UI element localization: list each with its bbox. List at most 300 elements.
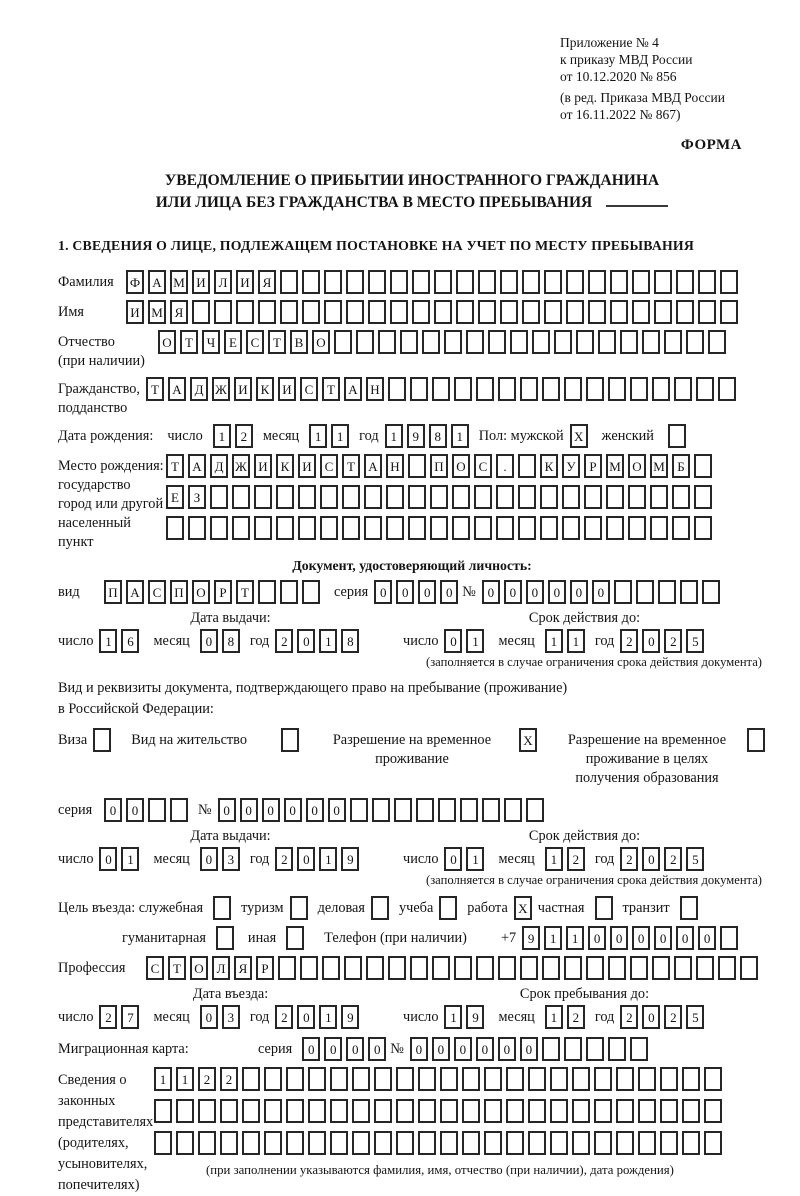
char-cell[interactable] [418, 1131, 436, 1155]
char-cell[interactable]: 2 [198, 1067, 216, 1091]
char-cell[interactable] [550, 1131, 568, 1155]
char-cell[interactable]: 0 [642, 1005, 660, 1029]
char-cell[interactable] [434, 300, 452, 324]
char-cell[interactable] [586, 377, 604, 401]
char-cell[interactable] [280, 300, 298, 324]
char-cell[interactable] [388, 377, 406, 401]
private-checkbox[interactable] [595, 896, 613, 920]
char-cell[interactable] [572, 1067, 590, 1091]
char-cell[interactable] [542, 1037, 560, 1061]
char-cell[interactable] [352, 1067, 370, 1091]
char-cell[interactable]: 0 [588, 926, 606, 950]
char-cell[interactable] [542, 956, 560, 980]
char-cell[interactable]: О [158, 330, 176, 354]
char-cell[interactable] [704, 1067, 722, 1091]
char-cell[interactable] [460, 798, 478, 822]
char-cell[interactable] [676, 300, 694, 324]
char-cell[interactable] [528, 1099, 546, 1123]
char-cell[interactable]: 0 [297, 847, 315, 871]
char-cell[interactable] [462, 1099, 480, 1123]
char-cell[interactable]: 6 [121, 629, 139, 653]
char-cell[interactable]: 1 [451, 424, 469, 448]
char-cell[interactable]: 0 [218, 798, 236, 822]
char-cell[interactable] [682, 1131, 700, 1155]
char-cell[interactable]: Т [168, 956, 186, 980]
char-cell[interactable]: 9 [466, 1005, 484, 1029]
char-cell[interactable] [718, 956, 736, 980]
char-cell[interactable] [456, 300, 474, 324]
char-cell[interactable] [620, 330, 638, 354]
char-cell[interactable] [498, 956, 516, 980]
char-cell[interactable]: 0 [642, 847, 660, 871]
char-cell[interactable] [566, 300, 584, 324]
char-cell[interactable] [628, 485, 646, 509]
char-cell[interactable] [276, 516, 294, 540]
char-cell[interactable]: 1 [319, 847, 337, 871]
char-cell[interactable]: 8 [429, 424, 447, 448]
char-cell[interactable] [674, 377, 692, 401]
char-cell[interactable]: 0 [200, 1005, 218, 1029]
char-cell[interactable] [594, 1099, 612, 1123]
char-cell[interactable] [322, 956, 340, 980]
char-cell[interactable] [520, 377, 538, 401]
char-cell[interactable] [302, 580, 320, 604]
char-cell[interactable]: И [234, 377, 252, 401]
work-checkbox[interactable]: X [514, 896, 532, 920]
char-cell[interactable]: С [146, 956, 164, 980]
char-cell[interactable] [696, 956, 714, 980]
char-cell[interactable] [416, 798, 434, 822]
char-cell[interactable] [630, 956, 648, 980]
char-cell[interactable]: И [254, 454, 272, 478]
char-cell[interactable]: 0 [642, 629, 660, 653]
char-cell[interactable] [440, 1099, 458, 1123]
char-cell[interactable]: 2 [620, 629, 638, 653]
char-cell[interactable]: Д [210, 454, 228, 478]
char-cell[interactable] [364, 485, 382, 509]
study-checkbox[interactable] [439, 896, 457, 920]
char-cell[interactable] [278, 956, 296, 980]
char-cell[interactable]: 0 [592, 580, 610, 604]
char-cell[interactable] [434, 270, 452, 294]
char-cell[interactable]: 0 [440, 580, 458, 604]
char-cell[interactable]: 1 [154, 1067, 172, 1091]
transit-checkbox[interactable] [680, 896, 698, 920]
char-cell[interactable]: 1 [444, 1005, 462, 1029]
char-cell[interactable] [576, 330, 594, 354]
char-cell[interactable]: 0 [104, 798, 122, 822]
char-cell[interactable]: 1 [466, 847, 484, 871]
char-cell[interactable]: 0 [548, 580, 566, 604]
char-cell[interactable] [598, 330, 616, 354]
char-cell[interactable]: 2 [235, 424, 253, 448]
char-cell[interactable] [264, 1099, 282, 1123]
char-cell[interactable]: Б [672, 454, 690, 478]
char-cell[interactable] [254, 516, 272, 540]
char-cell[interactable]: 3 [222, 847, 240, 871]
char-cell[interactable]: Л [212, 956, 230, 980]
char-cell[interactable]: К [540, 454, 558, 478]
char-cell[interactable] [682, 1099, 700, 1123]
char-cell[interactable] [154, 1131, 172, 1155]
char-cell[interactable]: 0 [297, 629, 315, 653]
char-cell[interactable] [342, 516, 360, 540]
temp-residence-edu-checkbox[interactable] [747, 728, 765, 752]
char-cell[interactable] [286, 1067, 304, 1091]
char-cell[interactable] [386, 485, 404, 509]
char-cell[interactable]: П [430, 454, 448, 478]
char-cell[interactable] [616, 1131, 634, 1155]
char-cell[interactable] [438, 798, 456, 822]
char-cell[interactable] [454, 377, 472, 401]
char-cell[interactable] [718, 377, 736, 401]
char-cell[interactable]: Р [584, 454, 602, 478]
char-cell[interactable] [674, 956, 692, 980]
char-cell[interactable] [564, 956, 582, 980]
char-cell[interactable]: 2 [275, 1005, 293, 1029]
char-cell[interactable] [232, 485, 250, 509]
visa-checkbox[interactable] [93, 728, 111, 752]
char-cell[interactable] [632, 300, 650, 324]
temp-residence-checkbox[interactable]: X [519, 728, 537, 752]
char-cell[interactable]: 0 [328, 798, 346, 822]
char-cell[interactable] [400, 330, 418, 354]
char-cell[interactable] [526, 798, 544, 822]
char-cell[interactable] [410, 377, 428, 401]
char-cell[interactable]: Д [190, 377, 208, 401]
char-cell[interactable] [344, 956, 362, 980]
char-cell[interactable] [396, 1131, 414, 1155]
char-cell[interactable] [676, 270, 694, 294]
char-cell[interactable]: Н [366, 377, 384, 401]
char-cell[interactable]: 9 [407, 424, 425, 448]
char-cell[interactable] [372, 798, 390, 822]
char-cell[interactable]: 1 [319, 1005, 337, 1029]
char-cell[interactable] [594, 1067, 612, 1091]
char-cell[interactable]: А [148, 270, 166, 294]
char-cell[interactable]: 1 [545, 1005, 563, 1029]
char-cell[interactable] [616, 1099, 634, 1123]
char-cell[interactable] [440, 1067, 458, 1091]
char-cell[interactable]: 0 [498, 1037, 516, 1061]
char-cell[interactable] [394, 798, 412, 822]
char-cell[interactable]: Ф [126, 270, 144, 294]
char-cell[interactable] [324, 270, 342, 294]
char-cell[interactable] [188, 516, 206, 540]
char-cell[interactable] [506, 1131, 524, 1155]
char-cell[interactable] [616, 1067, 634, 1091]
char-cell[interactable]: О [190, 956, 208, 980]
char-cell[interactable] [588, 270, 606, 294]
char-cell[interactable] [740, 956, 758, 980]
char-cell[interactable]: 0 [396, 580, 414, 604]
char-cell[interactable] [476, 377, 494, 401]
char-cell[interactable]: 0 [476, 1037, 494, 1061]
char-cell[interactable]: 0 [240, 798, 258, 822]
char-cell[interactable] [696, 377, 714, 401]
official-checkbox[interactable] [213, 896, 231, 920]
char-cell[interactable] [496, 485, 514, 509]
char-cell[interactable] [378, 330, 396, 354]
char-cell[interactable]: 1 [99, 629, 117, 653]
char-cell[interactable] [242, 1131, 260, 1155]
char-cell[interactable] [542, 377, 560, 401]
char-cell[interactable]: О [312, 330, 330, 354]
char-cell[interactable] [148, 798, 166, 822]
char-cell[interactable]: А [364, 454, 382, 478]
char-cell[interactable] [390, 300, 408, 324]
char-cell[interactable] [474, 485, 492, 509]
char-cell[interactable]: 1 [466, 629, 484, 653]
char-cell[interactable]: Л [214, 270, 232, 294]
char-cell[interactable]: 1 [176, 1067, 194, 1091]
char-cell[interactable]: 0 [432, 1037, 450, 1061]
char-cell[interactable] [518, 454, 536, 478]
char-cell[interactable]: 2 [620, 1005, 638, 1029]
char-cell[interactable]: 2 [275, 629, 293, 653]
char-cell[interactable] [638, 1131, 656, 1155]
char-cell[interactable] [510, 330, 528, 354]
char-cell[interactable]: 1 [545, 847, 563, 871]
char-cell[interactable]: 2 [664, 1005, 682, 1029]
char-cell[interactable] [280, 270, 298, 294]
char-cell[interactable] [550, 1067, 568, 1091]
char-cell[interactable] [330, 1131, 348, 1155]
char-cell[interactable] [586, 1037, 604, 1061]
char-cell[interactable] [584, 516, 602, 540]
char-cell[interactable] [572, 1131, 590, 1155]
char-cell[interactable]: 1 [309, 424, 327, 448]
char-cell[interactable]: 0 [482, 580, 500, 604]
char-cell[interactable] [698, 270, 716, 294]
char-cell[interactable] [518, 516, 536, 540]
char-cell[interactable]: 0 [410, 1037, 428, 1061]
char-cell[interactable] [544, 300, 562, 324]
char-cell[interactable]: 1 [121, 847, 139, 871]
char-cell[interactable]: А [188, 454, 206, 478]
char-cell[interactable] [500, 270, 518, 294]
char-cell[interactable] [412, 270, 430, 294]
char-cell[interactable]: 1 [385, 424, 403, 448]
char-cell[interactable] [368, 270, 386, 294]
char-cell[interactable] [506, 1067, 524, 1091]
char-cell[interactable] [320, 485, 338, 509]
char-cell[interactable] [720, 926, 738, 950]
char-cell[interactable]: 0 [99, 847, 117, 871]
char-cell[interactable] [410, 956, 428, 980]
char-cell[interactable] [440, 1131, 458, 1155]
char-cell[interactable] [694, 485, 712, 509]
char-cell[interactable] [432, 956, 450, 980]
char-cell[interactable] [220, 1099, 238, 1123]
char-cell[interactable] [672, 485, 690, 509]
char-cell[interactable] [504, 798, 522, 822]
char-cell[interactable]: 0 [444, 847, 462, 871]
char-cell[interactable] [544, 270, 562, 294]
char-cell[interactable] [352, 1099, 370, 1123]
char-cell[interactable] [572, 1099, 590, 1123]
char-cell[interactable] [658, 580, 676, 604]
char-cell[interactable] [532, 330, 550, 354]
char-cell[interactable]: 0 [654, 926, 672, 950]
char-cell[interactable]: Т [166, 454, 184, 478]
char-cell[interactable] [258, 300, 276, 324]
char-cell[interactable] [302, 270, 320, 294]
char-cell[interactable]: 2 [567, 847, 585, 871]
char-cell[interactable]: 1 [566, 926, 584, 950]
char-cell[interactable] [478, 300, 496, 324]
char-cell[interactable] [608, 1037, 626, 1061]
char-cell[interactable] [364, 516, 382, 540]
char-cell[interactable] [286, 1099, 304, 1123]
char-cell[interactable]: И [278, 377, 296, 401]
char-cell[interactable] [232, 516, 250, 540]
char-cell[interactable]: К [256, 377, 274, 401]
char-cell[interactable]: 9 [341, 847, 359, 871]
char-cell[interactable] [650, 485, 668, 509]
char-cell[interactable] [608, 377, 626, 401]
char-cell[interactable] [220, 1131, 238, 1155]
char-cell[interactable] [484, 1099, 502, 1123]
char-cell[interactable]: 8 [341, 629, 359, 653]
char-cell[interactable] [198, 1131, 216, 1155]
char-cell[interactable] [506, 1099, 524, 1123]
char-cell[interactable] [198, 1099, 216, 1123]
char-cell[interactable] [550, 1099, 568, 1123]
char-cell[interactable] [374, 1067, 392, 1091]
char-cell[interactable] [638, 1099, 656, 1123]
char-cell[interactable]: 0 [302, 1037, 320, 1061]
other-checkbox[interactable] [286, 926, 304, 950]
char-cell[interactable] [242, 1099, 260, 1123]
char-cell[interactable] [586, 956, 604, 980]
char-cell[interactable]: 1 [319, 629, 337, 653]
char-cell[interactable] [720, 300, 738, 324]
char-cell[interactable] [166, 516, 184, 540]
char-cell[interactable]: 0 [444, 629, 462, 653]
char-cell[interactable] [632, 270, 650, 294]
char-cell[interactable] [276, 485, 294, 509]
char-cell[interactable] [366, 956, 384, 980]
char-cell[interactable] [606, 485, 624, 509]
char-cell[interactable]: 0 [346, 1037, 364, 1061]
char-cell[interactable]: Ж [212, 377, 230, 401]
char-cell[interactable]: 1 [544, 926, 562, 950]
char-cell[interactable]: П [170, 580, 188, 604]
char-cell[interactable]: 0 [324, 1037, 342, 1061]
char-cell[interactable] [320, 516, 338, 540]
char-cell[interactable]: 0 [504, 580, 522, 604]
char-cell[interactable] [482, 798, 500, 822]
char-cell[interactable] [594, 1131, 612, 1155]
char-cell[interactable] [614, 580, 632, 604]
char-cell[interactable] [286, 1131, 304, 1155]
char-cell[interactable]: 9 [522, 926, 540, 950]
char-cell[interactable]: Т [322, 377, 340, 401]
char-cell[interactable] [654, 270, 672, 294]
char-cell[interactable]: 2 [99, 1005, 117, 1029]
char-cell[interactable]: 9 [341, 1005, 359, 1029]
char-cell[interactable]: Я [234, 956, 252, 980]
char-cell[interactable] [408, 454, 426, 478]
char-cell[interactable] [210, 485, 228, 509]
char-cell[interactable]: О [452, 454, 470, 478]
char-cell[interactable]: Т [342, 454, 360, 478]
char-cell[interactable] [564, 1037, 582, 1061]
char-cell[interactable]: З [188, 485, 206, 509]
char-cell[interactable] [584, 485, 602, 509]
char-cell[interactable] [154, 1099, 172, 1123]
char-cell[interactable] [520, 956, 538, 980]
char-cell[interactable]: 1 [213, 424, 231, 448]
char-cell[interactable] [638, 1067, 656, 1091]
char-cell[interactable] [356, 330, 374, 354]
char-cell[interactable] [308, 1131, 326, 1155]
char-cell[interactable]: П [104, 580, 122, 604]
char-cell[interactable]: 5 [686, 847, 704, 871]
char-cell[interactable] [346, 300, 364, 324]
char-cell[interactable]: 8 [222, 629, 240, 653]
char-cell[interactable]: М [170, 270, 188, 294]
char-cell[interactable] [374, 1131, 392, 1155]
business-checkbox[interactable] [371, 896, 389, 920]
char-cell[interactable] [694, 454, 712, 478]
char-cell[interactable] [330, 1067, 348, 1091]
char-cell[interactable]: 0 [676, 926, 694, 950]
char-cell[interactable] [476, 956, 494, 980]
char-cell[interactable]: 0 [610, 926, 628, 950]
char-cell[interactable] [498, 377, 516, 401]
char-cell[interactable]: К [276, 454, 294, 478]
char-cell[interactable] [462, 1131, 480, 1155]
char-cell[interactable]: Н [386, 454, 404, 478]
char-cell[interactable]: А [126, 580, 144, 604]
char-cell[interactable] [280, 580, 298, 604]
char-cell[interactable]: 0 [306, 798, 324, 822]
char-cell[interactable] [588, 300, 606, 324]
char-cell[interactable]: С [320, 454, 338, 478]
char-cell[interactable] [254, 485, 272, 509]
char-cell[interactable] [466, 330, 484, 354]
char-cell[interactable]: 0 [526, 580, 544, 604]
char-cell[interactable] [652, 377, 670, 401]
char-cell[interactable] [302, 300, 320, 324]
char-cell[interactable] [488, 330, 506, 354]
char-cell[interactable]: Е [224, 330, 242, 354]
char-cell[interactable] [606, 516, 624, 540]
char-cell[interactable]: 0 [570, 580, 588, 604]
char-cell[interactable] [682, 1067, 700, 1091]
char-cell[interactable] [680, 580, 698, 604]
char-cell[interactable]: 2 [620, 847, 638, 871]
char-cell[interactable] [454, 956, 472, 980]
char-cell[interactable]: А [168, 377, 186, 401]
char-cell[interactable]: 2 [664, 847, 682, 871]
char-cell[interactable] [474, 516, 492, 540]
char-cell[interactable] [346, 270, 364, 294]
char-cell[interactable] [390, 270, 408, 294]
char-cell[interactable] [636, 580, 654, 604]
char-cell[interactable] [264, 1067, 282, 1091]
char-cell[interactable] [652, 956, 670, 980]
char-cell[interactable] [630, 1037, 648, 1061]
char-cell[interactable]: 1 [567, 629, 585, 653]
char-cell[interactable]: С [148, 580, 166, 604]
char-cell[interactable]: Ч [202, 330, 220, 354]
char-cell[interactable]: 2 [567, 1005, 585, 1029]
char-cell[interactable] [608, 956, 626, 980]
char-cell[interactable] [660, 1099, 678, 1123]
